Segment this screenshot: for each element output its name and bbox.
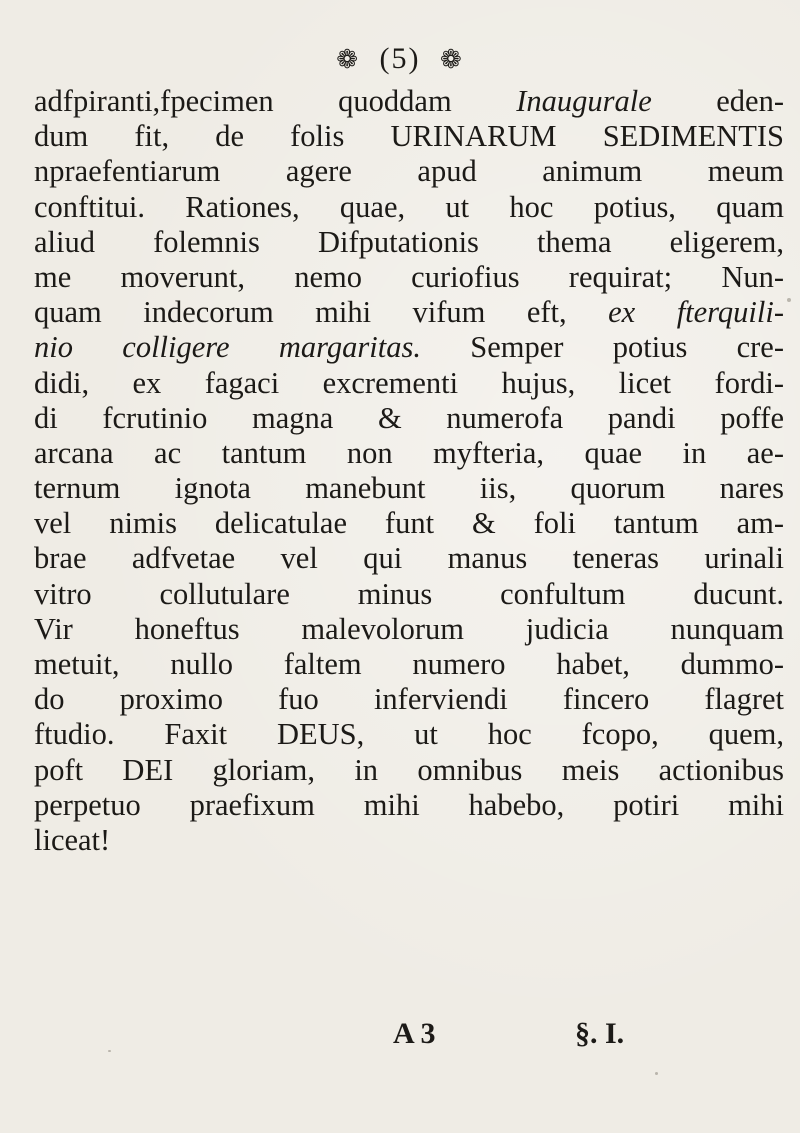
catchword: §. I. — [575, 1017, 625, 1050]
text-segment: dum fit, de folis URINARUM SEDIMENTIS — [34, 119, 784, 154]
text-segment: di fcrutinio magna & numerofa pandi poffe — [34, 400, 784, 435]
signature-mark: A 3 — [393, 1017, 436, 1050]
text-line — [34, 541, 784, 576]
italic-text-segment: Inaugurale — [516, 84, 652, 118]
flower-ornament-right-icon: ❁ — [439, 45, 464, 74]
page-number: (5) — [379, 42, 421, 75]
text-segment: metuit, nullo faltem numero habet, dummo- — [34, 647, 784, 681]
text-line — [34, 577, 784, 612]
text-line — [34, 84, 784, 119]
body-text — [34, 84, 784, 858]
text-segment: vitro collutulare minus confultum ducunt. — [34, 576, 784, 611]
text-segment: brae adfvetae vel qui manus teneras urinali — [34, 541, 784, 576]
text-segment: eden- — [651, 84, 784, 118]
text-segment: vel nimis delicatulae funt & foli tantum am- — [34, 506, 784, 541]
paper-speck — [655, 1072, 658, 1075]
text-line — [34, 260, 784, 295]
text-line — [34, 190, 784, 225]
text-line — [34, 225, 784, 260]
text-segment: perpetuo praefixum mihi habebo, potiri mihi — [34, 787, 784, 822]
text-segment: do proximo fuo inferviendi fincero flagret — [34, 682, 784, 717]
text-segment: npraefentiarum agere apud animum meum — [34, 154, 784, 189]
text-segment: liceat! — [34, 822, 111, 857]
text-segment: ternum ignota manebunt iis, quorum nares — [34, 471, 784, 506]
italic-text-segment: nio colligere margaritas. — [34, 330, 421, 365]
text-segment: didi, ex fagaci excrementi hujus, licet fordi- — [34, 365, 784, 400]
italic-text-segment: ex fterquili- — [608, 295, 784, 330]
text-line — [34, 823, 784, 858]
text-line — [34, 119, 784, 154]
page-header — [0, 42, 800, 76]
text-segment: me moverunt, nemo curiofius requirat; Nun- — [34, 259, 784, 294]
text-line — [34, 366, 784, 401]
text-segment: quam indecorum mihi vifum eft, — [34, 295, 609, 330]
text-segment: arcana ac tantum non myfteria, quae in ae- — [34, 435, 784, 470]
text-segment: poft DEI gloriam, in omnibus meis actionibus — [34, 752, 784, 787]
text-line — [34, 436, 784, 471]
text-segment: adfpiranti,fpecimen quoddam — [34, 84, 517, 118]
paper-speck — [787, 298, 791, 302]
text-segment: ftudio. Faxit DEUS, ut hoc fcopo, quem, — [34, 717, 784, 752]
text-line — [34, 330, 784, 365]
text-line — [34, 753, 784, 788]
text-line — [34, 788, 784, 823]
text-segment: aliud folemnis Difputationis thema eligerem, — [34, 224, 784, 259]
text-line — [34, 682, 784, 717]
paper-speck — [108, 1050, 111, 1052]
text-line — [34, 506, 784, 541]
text-line — [34, 471, 784, 506]
text-segment: Vir honeftus malevolorum judicia nunquam — [34, 611, 784, 646]
text-line — [34, 401, 784, 436]
text-line — [34, 717, 784, 752]
text-line — [34, 612, 784, 647]
text-line — [34, 154, 784, 189]
text-segment: Semper potius cre- — [420, 330, 785, 365]
text-line — [34, 295, 784, 330]
text-line — [34, 647, 784, 682]
text-segment: conftitui. Rationes, quae, ut hoc potius, quam — [34, 189, 784, 224]
flower-ornament-left-icon: ❁ — [336, 45, 360, 74]
page-footer — [0, 1017, 800, 1057]
